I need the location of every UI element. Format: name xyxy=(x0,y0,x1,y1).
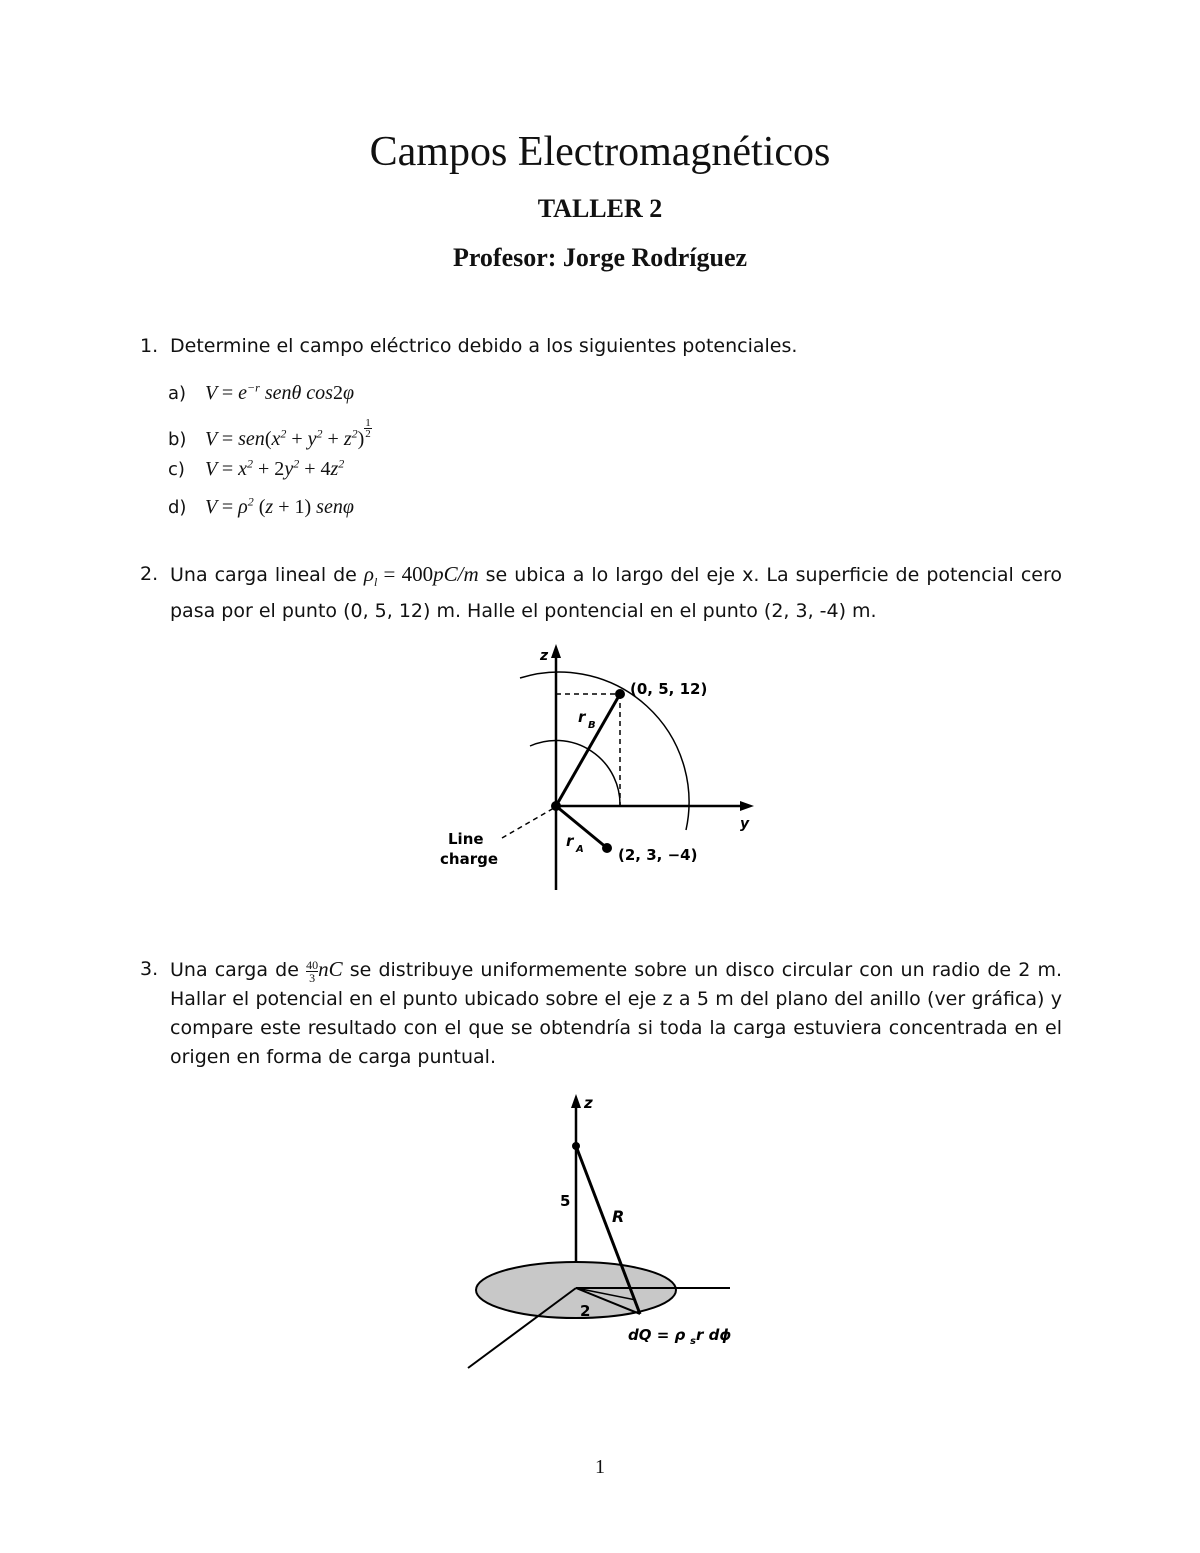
question-1-text: Determine el campo eléctrico debido a los siguientes potenciales. xyxy=(170,335,798,357)
q1-item-d-label: d) xyxy=(168,496,187,518)
q1-item-c-equation: $V = x^2 + 2y^2 + 4z^2$ xyxy=(205,456,345,480)
fig2-axis-y: y xyxy=(740,816,750,832)
document-subtitle: TALLER 2 xyxy=(537,194,663,223)
question-3-number: 3. xyxy=(140,958,159,980)
document-title: Campos Electromagnéticos xyxy=(369,129,831,175)
fig2-label-ra: r xyxy=(566,832,574,850)
fig3-height-label: 5 xyxy=(560,1192,571,1210)
q1-item-d-equation: $V = \rho^2$ (z + 1) senφ xyxy=(205,494,354,518)
q1-item-a-label: a) xyxy=(168,382,187,404)
q1-item-b-label: b) xyxy=(168,429,187,450)
page-number: 1 xyxy=(595,1456,605,1478)
fig3-dq-sub: s xyxy=(690,1336,696,1347)
q2-text-after: se ubica a lo largo del eje x. La superficie de potencial cero pasa por el punto (0, 5, 12) m. Halle el pontencial en el punto (2, 3, -4) m. xyxy=(170,564,1062,623)
fig2-label-rb-sub: B xyxy=(588,720,596,731)
question-2-number: 2. xyxy=(140,563,159,585)
q3-text-before: Una carga de xyxy=(170,959,299,981)
fig2-point-a: (2, 3, −4) xyxy=(618,846,698,864)
fig3-axis-z: z xyxy=(584,1094,593,1112)
fig2-line-label-1: Line xyxy=(448,830,484,848)
figure-charged-disk xyxy=(460,1090,760,1375)
q1-item-c-label: c) xyxy=(168,458,185,480)
fig2-point-b: (0, 5, 12) xyxy=(630,680,708,698)
fig3-dq-rest: r dϕ xyxy=(696,1326,732,1344)
q1-item-b-equation: $V = sen(x^2 + y^2 + z^2)$ $\frac{1}{2}$ xyxy=(205,417,371,450)
q3-frac-den: 3 xyxy=(309,971,316,985)
fig2-axis-z: z xyxy=(540,648,549,664)
fig3-r-label: R xyxy=(612,1207,625,1226)
q3-text-after: se distribuye uniformemente sobre un disco circular con un radio de 2 m. Hallar el potencial en el punto ubicado sobre el eje z a 5 m del plano del anillo (ver gráfica) y compare este resultado con el que se obtendría si toda la carga estuviera concentrada en el origen en forma de carga puntual. xyxy=(170,959,1062,1068)
q2-text-before: Una carga lineal de xyxy=(170,564,357,586)
q1-item-c xyxy=(168,456,344,481)
q1-item-a-equation: $V = e^{-r}$ senθ cos2φ xyxy=(205,380,355,404)
question-2-text: Una carga lineal de $\rho_l = 400pC/m$ se ubica a lo largo del eje x. La superficie de potencial cero pasa por el punto (0, 5, 12) m. Halle el pontencial en el punto (2, 3, -4) m. xyxy=(170,562,1062,623)
fig3-radius-label: 2 xyxy=(580,1302,591,1320)
professor-name: Profesor: Jorge Rodríguez xyxy=(452,243,748,272)
fig2-label-ra-sub: A xyxy=(576,844,584,855)
q1-item-b xyxy=(168,418,372,451)
q1-item-d xyxy=(168,494,354,519)
fig2-label-rb: r xyxy=(578,708,586,726)
question-1-number: 1. xyxy=(140,335,159,357)
q2-value: 400 xyxy=(401,562,434,586)
fig3-dq-label: dQ = ρ xyxy=(628,1326,686,1344)
question-3-text: Una carga de $\frac{40}{3}nC$ se distribuye uniformemente sobre un disco circular con un radio de 2 m. Hallar el potencial en el punto ubicado sobre el eje z a 5 m del plano del anillo (ver gráfica) y compare este resultado con el que se obtendría si toda la carga estuviera concentrada en el origen en forma de carga puntual. xyxy=(170,957,1062,1068)
q1-item-a xyxy=(168,380,354,405)
figure-line-charge xyxy=(430,640,770,900)
q3-frac-num: 40 xyxy=(306,958,319,972)
fig2-line-label-2: charge xyxy=(440,850,499,868)
